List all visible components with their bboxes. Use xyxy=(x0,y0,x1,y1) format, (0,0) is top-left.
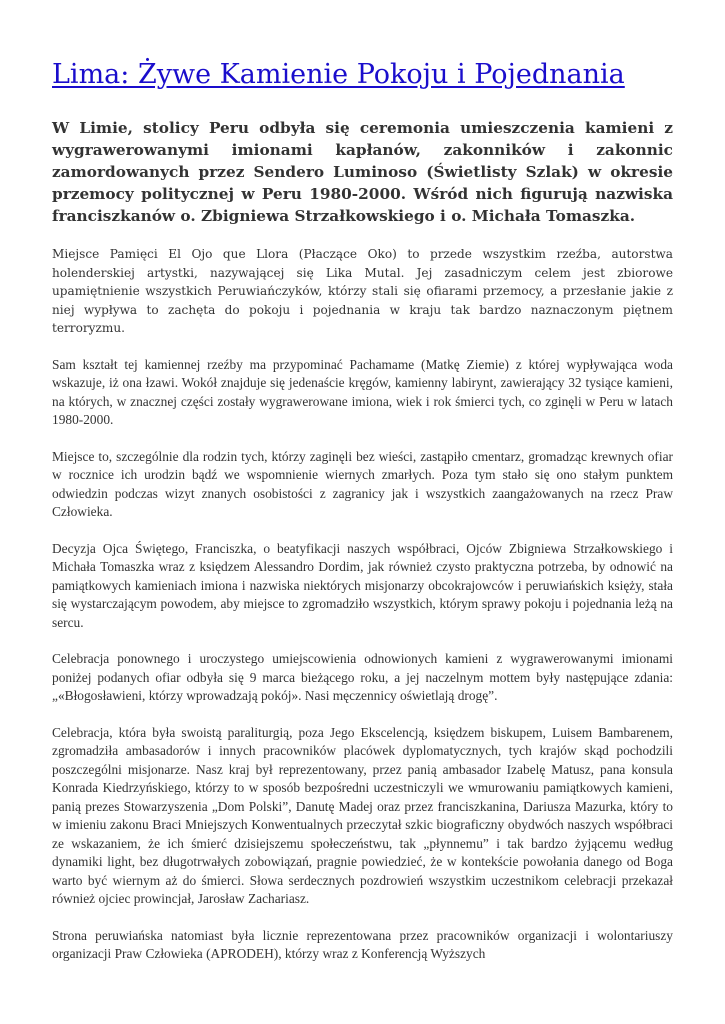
article-paragraph-6: Celebracja, która była swoistą paraliturgią, poza Jego Ekscelencją, księdzem biskupem, Luisem Bambarenem, zgromadziła ambasadorów i innych pracowników placówek dyplomatycznych, tych krajów skąd pochodzili poszczególni misjonarze. Nasz kraj był reprezentowany, przez panią ambasador Izabelę Matusz, pana konsula Konrada Kiedrzyńskiego, którzy to w sposób bezpośredni uczestniczyli we wmurowaniu pamiątkowych kamieni, panią prezes Stowarzyszenia „Dom Polski”, Danutę Madej oraz przez franciszkanina, Dariusza Mazurka, który to w imieniu zakonu Braci Mniejszych Konwentualnych przeczytał szkic biograficzny obydwóch naszych współbraci ze wskazaniem, że ich śmierć dzisiejszemu społeczeństwu, tak „płynnemu” i tak bardzo żyjącemu według dynamiki light, bez długotrwałych zobowiązań, pragnie powiedzieć, że w kontekście powołania danego od Boga warto być wiernym aż do śmierci. Słowa serdecznych pozdrowień wszystkim uczestnikom celebracji przekazał również ojciec prowincjał, Jarosław Zachariasz. xyxy=(52,724,673,906)
article-paragraph-7: Strona peruwiańska natomiast była licznie reprezentowana przez pracowników organizacji i wolontariuszy organizacji Praw Człowieka (APRODEH), którzy wraz z Konferencją Wyższych xyxy=(52,927,673,961)
article-title-link[interactable]: Lima: Żywe Kamienie Pokoju i Pojednania xyxy=(52,59,625,90)
article xyxy=(52,58,673,964)
article-lead: W Limie, stolicy Peru odbyła się ceremonia umieszczenia kamieni z wygrawerowanymi imionami kapłanów, zakonników i zakonnic zamordowanych przez Sendero Luminoso (Świetlisty Szlak) w okresie przemocy politycznej w Peru 1980-2000. Wśród nich figurują nazwiska franciszkanów o. Zbigniewa Strzałkowskiego i o. Michała Tomaszka. xyxy=(52,119,673,225)
article-paragraph-1: Miejsce Pamięci El Ojo que Llora (Płaczące Oko) to przede wszystkim rzeźba, autorstwa holenderskiej artystki, nazywającej się Lika Mutal. Jej zasadniczym celem jest zbiorowe upamiętnienie wszystkich Peruwiańczyków, którzy stali się ofiarami przemocy, a przesłanie jakie z niej wypływa to zachęta do pokoju i pojednania w kraju tak bardzo naznaczonym piętnem terroryzmu. xyxy=(52,247,673,335)
article-paragraph-3: Miejsce to, szczególnie dla rodzin tych, którzy zaginęli bez wieści, zastąpiło cmentarz, gromadząc krewnych ofiar w rocznice ich urodzin bądź we wspomnienie wiernych zmarłych. Poza tym stało się ono stałym punktem odwiedzin podczas wizyt znanych osobistości z zagranicy jak i wszystkich zaangażowanych na rzecz Praw Człowieka. xyxy=(52,448,673,519)
article-paragraph-4: Decyzja Ojca Świętego, Franciszka, o beatyfikacji naszych współbraci, Ojców Zbigniewa Strzałkowskiego i Michała Tomaszka wraz z księdzem Alessandro Dordim, jak również czysto praktyczna potrzeba, by odnowić na pamiątkowych kamieniach imiona i nazwiska niektórych misjonarzy obcokrajowców i peruwiańskich księży, stała się wystarczającym powodem, aby miejsce to zgromadziło wszystkich, którym sprawy pokoju i pojednania leżą na sercu. xyxy=(52,540,673,630)
article-paragraph-2: Sam kształt tej kamiennej rzeźby ma przypominać Pachamame (Matkę Ziemie) z której wypływająca woda wskazuje, iż ona łzawi. Wokół znajduje się jedenaście kręgów, kamienny labirynt, zawierający 32 tysiące kamieni, na których, w znacznej części zostały wygrawerowane imiona, wiek i rok śmierci tych, co zginęli w Peru w latach 1980-2000. xyxy=(52,356,673,427)
article-paragraph-5: Celebracja ponownego i uroczystego umiejscowienia odnowionych kamieni z wygrawerowanymi imionami poniżej podanych ofiar odbyła się 9 marca bieżącego roku, a jej naczelnym mottem były następujące zdania: „«Błogosławieni, którzy wprowadzają pokój». Nasi męczennicy oświetlają drogę”. xyxy=(52,651,673,703)
